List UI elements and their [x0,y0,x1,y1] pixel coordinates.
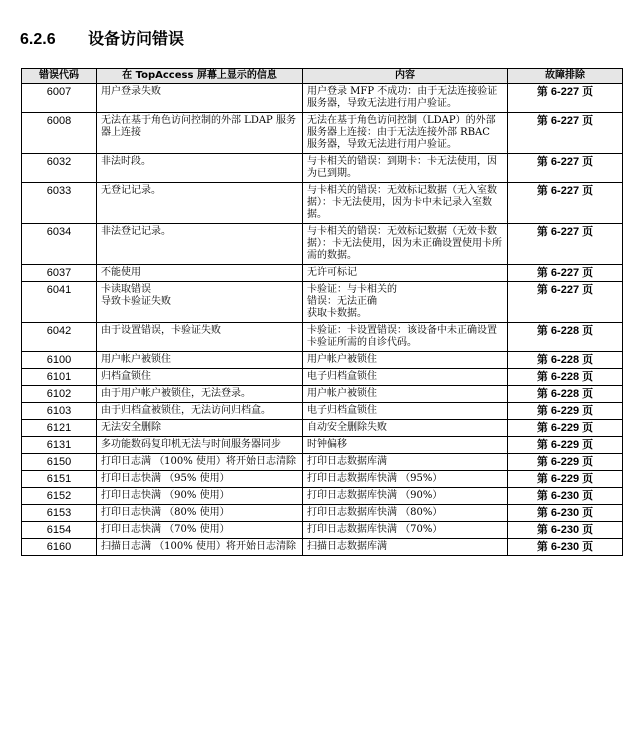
header-content: 内容 [303,69,508,84]
table-row [22,282,623,323]
content-cell: 打印日志数据库快满 （90%） [303,488,508,505]
error-code-cell: 6100 [22,352,97,369]
content-cell: 打印日志数据库快满 （70%） [303,522,508,539]
error-code-cell: 6007 [22,84,97,113]
page-ref-cell: 第 6-230 页 [508,488,623,505]
table-row [22,471,623,488]
message-cell: 归档盒锁住 [97,369,303,386]
error-code-cell: 6033 [22,183,97,224]
table-row [22,522,623,539]
page-ref-cell: 第 6-227 页 [508,265,623,282]
message-cell: 由于用户帐户被锁住，无法登录。 [97,386,303,403]
section-title: 设备访问错误 [88,31,185,48]
page-ref-cell: 第 6-229 页 [508,471,623,488]
page-ref-cell: 第 6-227 页 [508,154,623,183]
error-code-cell: 6131 [22,437,97,454]
table-row [22,420,623,437]
message-cell: 由于归档盒被锁住，无法访问归档盒。 [97,403,303,420]
page-ref-cell: 第 6-230 页 [508,505,623,522]
section-number: 6.2.6 [20,31,56,48]
page-ref-cell: 第 6-229 页 [508,437,623,454]
message-cell: 打印日志快满 （80% 使用） [97,505,303,522]
message-cell: 用户帐户被锁住 [97,352,303,369]
message-cell: 打印日志快满 （95% 使用） [97,471,303,488]
content-cell: 与卡相关的错误：无效标记数据（无效卡数据）：卡无法使用，因为未正确设置使用卡所需的数据。 [303,224,508,265]
content-cell: 打印日志数据库快满 （80%） [303,505,508,522]
message-cell: 卡读取错误 导致卡验证失败 [97,282,303,323]
page-ref-cell: 第 6-227 页 [508,84,623,113]
message-cell: 无登记记录。 [97,183,303,224]
table-row [22,403,623,420]
error-code-cell: 6032 [22,154,97,183]
table-row [22,154,623,183]
message-cell: 无法安全删除 [97,420,303,437]
message-cell: 打印日志快满 （90% 使用） [97,488,303,505]
content-cell: 打印日志数据库快满 （95%） [303,471,508,488]
table-row [22,224,623,265]
error-code-cell: 6154 [22,522,97,539]
message-cell: 无法在基于角色访问控制的外部 LDAP 服务器上连接 [97,113,303,154]
table-row [22,113,623,154]
message-cell: 不能使用 [97,265,303,282]
message-cell: 非法时段。 [97,154,303,183]
content-cell: 用户帐户被锁住 [303,352,508,369]
page-ref-cell: 第 6-228 页 [508,369,623,386]
content-cell: 卡验证：与卡相关的 错误：无法正确 获取卡数据。 [303,282,508,323]
error-code-cell: 6153 [22,505,97,522]
message-cell: 扫描日志满 （100% 使用）将开始日志清除 [97,539,303,556]
content-cell: 与卡相关的错误：无效标记数据（无入室数据）：卡无法使用，因为卡中未记录入室数据。 [303,183,508,224]
error-code-cell: 6102 [22,386,97,403]
content-cell: 无法在基于角色访问控制（LDAP）的外部服务器上连接：由于无法连接外部 RBAC 服务器，导致无法进行用户验证。 [303,113,508,154]
message-cell: 由于设置错误，卡验证失败 [97,323,303,352]
message-cell: 非法登记记录。 [97,224,303,265]
page-ref-cell: 第 6-230 页 [508,539,623,556]
content-cell: 时钟偏移 [303,437,508,454]
table-row [22,437,623,454]
error-table [21,68,623,556]
error-code-cell: 6150 [22,454,97,471]
header-troubleshooting: 故障排除 [508,69,623,84]
page-ref-cell: 第 6-229 页 [508,403,623,420]
page-ref-cell: 第 6-227 页 [508,282,623,323]
error-code-cell: 6103 [22,403,97,420]
table-row [22,369,623,386]
error-code-cell: 6042 [22,323,97,352]
error-code-cell: 6008 [22,113,97,154]
table-row [22,386,623,403]
content-cell: 无许可标记 [303,265,508,282]
table-header-row [22,69,623,84]
page-ref-cell: 第 6-227 页 [508,113,623,154]
error-code-cell: 6152 [22,488,97,505]
page-ref-cell: 第 6-230 页 [508,522,623,539]
error-code-cell: 6041 [22,282,97,323]
table-row [22,539,623,556]
page-ref-cell: 第 6-228 页 [508,386,623,403]
content-cell: 卡验证：卡设置错误：该设备中未正确设置卡验证所需的自诊代码。 [303,323,508,352]
error-code-cell: 6034 [22,224,97,265]
page-ref-cell: 第 6-229 页 [508,420,623,437]
header-message: 在 TopAccess 屏幕上显示的信息 [97,69,303,84]
error-code-cell: 6121 [22,420,97,437]
page-ref-cell: 第 6-227 页 [508,224,623,265]
page-ref-cell: 第 6-228 页 [508,352,623,369]
content-cell: 与卡相关的错误：到期卡：卡无法使用，因为已到期。 [303,154,508,183]
table-row [22,265,623,282]
message-cell: 多功能数码复印机无法与时间服务器同步 [97,437,303,454]
table-row [22,84,623,113]
page-ref-cell: 第 6-229 页 [508,454,623,471]
message-cell: 打印日志满 （100% 使用）将开始日志清除 [97,454,303,471]
error-code-cell: 6101 [22,369,97,386]
table-row [22,488,623,505]
content-cell: 用户登录 MFP 不成功：由于无法连接验证服务器，导致无法进行用户验证。 [303,84,508,113]
table-row [22,183,623,224]
error-code-cell: 6037 [22,265,97,282]
content-cell: 用户帐户被锁住 [303,386,508,403]
table-row [22,454,623,471]
message-cell: 打印日志快满 （70% 使用） [97,522,303,539]
header-error-code: 错误代码 [22,69,97,84]
table-row [22,352,623,369]
error-code-cell: 6151 [22,471,97,488]
section-heading [20,26,184,49]
message-cell: 用户登录失败 [97,84,303,113]
table-row [22,505,623,522]
content-cell: 打印日志数据库满 [303,454,508,471]
table-body [22,84,623,556]
content-cell: 扫描日志数据库满 [303,539,508,556]
table-row [22,323,623,352]
page-ref-cell: 第 6-228 页 [508,323,623,352]
content-cell: 电子归档盒锁住 [303,403,508,420]
content-cell: 自动安全删除失败 [303,420,508,437]
error-code-cell: 6160 [22,539,97,556]
content-cell: 电子归档盒锁住 [303,369,508,386]
page-ref-cell: 第 6-227 页 [508,183,623,224]
